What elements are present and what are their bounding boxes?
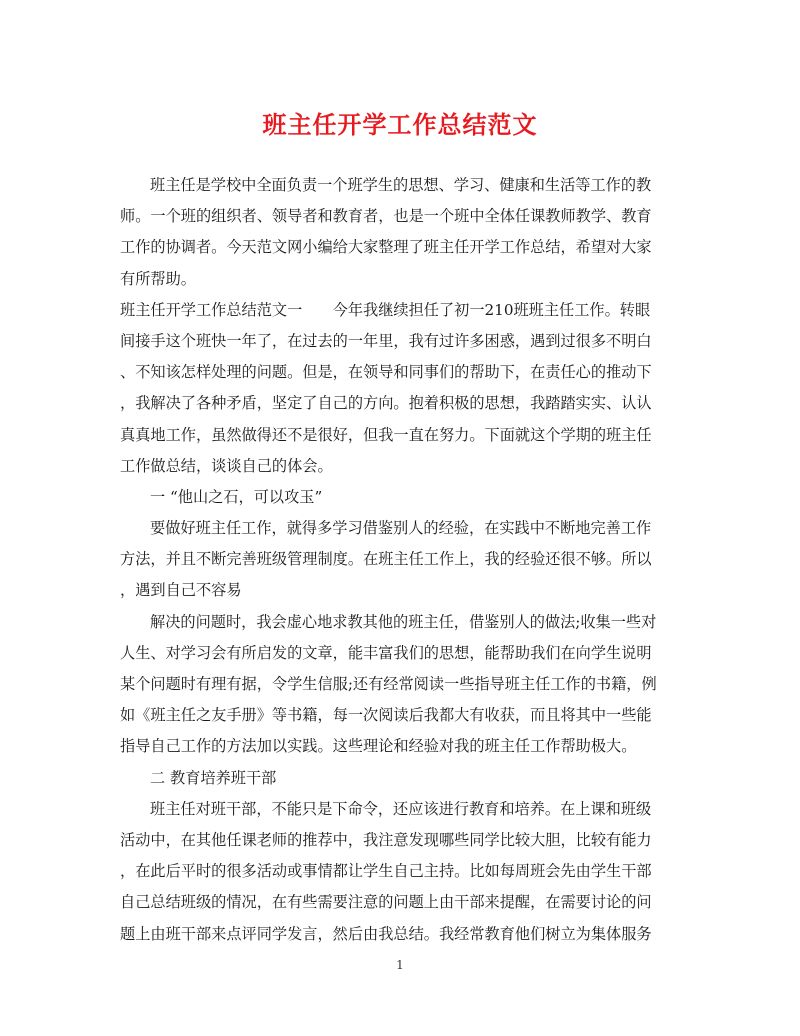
text-line: 间接手这个班快一年了，在过去的一年里，我有过许多困惑，遇到过很多不明白 bbox=[120, 331, 652, 350]
section-heading: 一 “他山之石，可以攻玉” bbox=[150, 487, 323, 506]
text-line: 有所帮助。 bbox=[120, 269, 196, 288]
text-line: ，我解决了各种矛盾，坚定了自己的方向。抱着积极的思想，我踏踏实实、认认 bbox=[120, 394, 652, 413]
text-line: 活动中，在其他任课老师的推荐中，我注意发现哪些同学比较大胆，比较有能力 bbox=[120, 830, 652, 849]
text-line: ，在此后平时的很多活动或事情都让学生自己主持。比如每周班会先由学生干部 bbox=[120, 862, 652, 881]
text-line: 班主任对班干部，不能只是下命令，还应该进行教育和培养。在上课和班级 bbox=[150, 799, 652, 818]
text-line: 工作做总结，谈谈自己的体会。 bbox=[120, 456, 333, 475]
text-line: 真真地工作，虽然做得还不是很好，但我一直在努力。下面就这个学期的班主任 bbox=[120, 425, 652, 444]
text-line: 如《班主任之友手册》等书籍，每一次阅读后我都大有收获，而且将其中一些能 bbox=[120, 706, 652, 725]
text-line: 题上由班干部来点评同学发言，然后由我总结。我经常教育他们树立为集体服务 bbox=[120, 924, 652, 943]
text-line: 、不知该怎样处理的问题。但是，在领导和同事们的帮助下，在责任心的推动下 bbox=[120, 363, 652, 382]
text-line: 解决的问题时，我会虚心地求教其他的班主任，借鉴别人的做法;收集一些对 bbox=[150, 612, 657, 631]
text-line: 自己总结班级的情况，在有些需要注意的问题上由干部来提醒，在需要讨论的问 bbox=[120, 893, 652, 912]
page-number: 1 bbox=[396, 958, 404, 972]
text-line: 人生、对学习会有所启发的文章，能丰富我们的思想，能帮助我们在向学生说明 bbox=[120, 643, 652, 662]
document-body bbox=[120, 170, 690, 950]
text-line: 某个问题时有理有据，令学生信服;还有经常阅读一些指导班主任工作的书籍，例 bbox=[120, 675, 657, 693]
text-line: ，遇到自己不容易 bbox=[120, 581, 242, 600]
text-line: 班主任是学校中全面负责一个班学生的思想、学习、健康和生活等工作的教 bbox=[150, 176, 652, 194]
text-line: 师。一个班的组织者、领导者和教育者，也是一个班中全体任课教师教学、教育 bbox=[120, 207, 652, 226]
section-heading: 二 教育培养班干部 bbox=[150, 768, 277, 787]
text-line: 要做好班主任工作，就得多学习借鉴别人的经验，在实践中不断地完善工作 bbox=[150, 519, 652, 538]
text-line: 指导自己工作的方法加以实践。这些理论和经验对我的班主任工作帮助极大。 bbox=[120, 737, 637, 756]
text-line: 班主任开学工作总结范文一 今年我继续担任了初一210班班主任工作。转眼 bbox=[120, 300, 651, 319]
document-title: 班主任开学工作总结范文 bbox=[262, 110, 538, 139]
text-line: 工作的协调者。今天范文网小编给大家整理了班主任开学工作总结，希望对大家 bbox=[120, 238, 652, 257]
text-line: 方法，并且不断完善班级管理制度。在班主任工作上，我的经验还很不够。所以 bbox=[120, 550, 652, 569]
